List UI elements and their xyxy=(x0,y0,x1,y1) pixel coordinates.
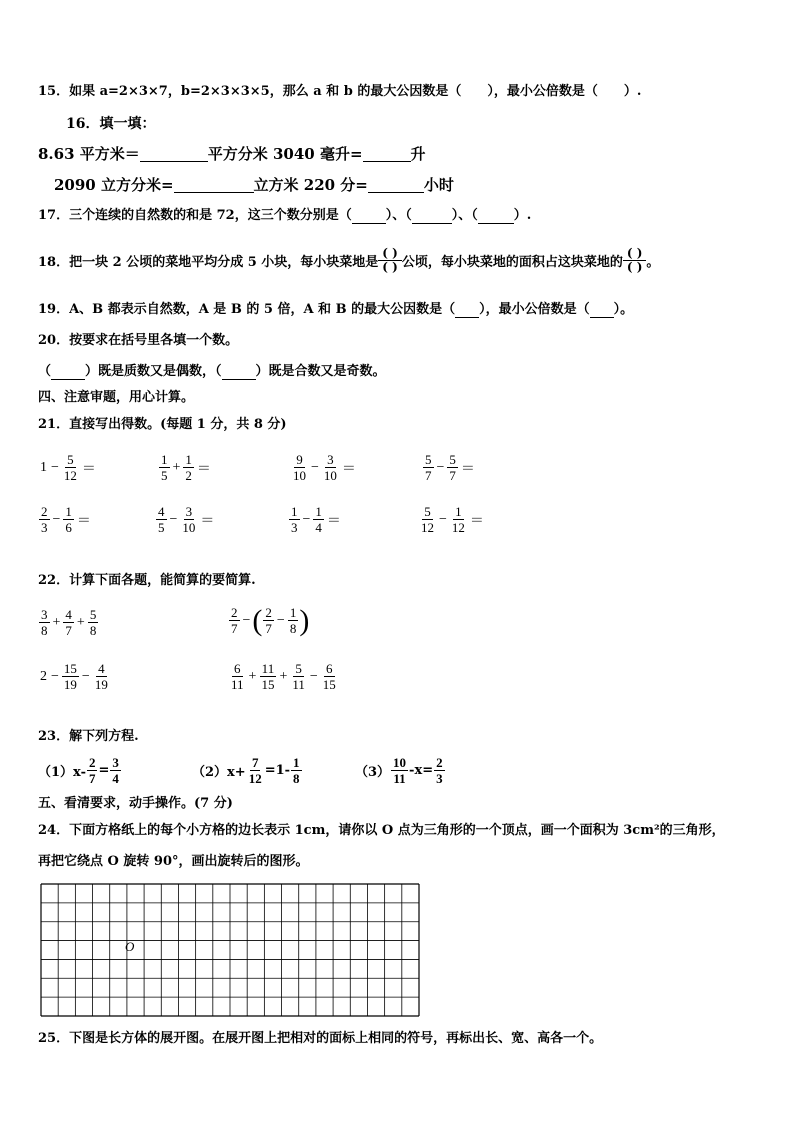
q18-blank-fraction-2[interactable]: ( ) ( ) xyxy=(623,247,647,274)
numerator: 3 xyxy=(327,452,334,467)
fraction xyxy=(63,504,74,535)
q18-text-a: 18．把一块 2 公顷的菜地平均分成 5 小块，每小块菜地是 xyxy=(38,254,379,270)
q16-line1 xyxy=(38,146,426,162)
denominator: 12 xyxy=(248,771,262,786)
q22-expression-2 xyxy=(228,605,309,636)
q17 xyxy=(38,208,531,224)
numerator: 7 xyxy=(251,755,259,770)
fraction xyxy=(93,661,110,692)
minus-sign: − xyxy=(276,612,285,628)
plus-sign: + xyxy=(76,614,85,630)
plus-sign: + xyxy=(172,459,181,475)
equals-sign: = xyxy=(98,763,110,778)
q24-line-2: 再把它绕点 O 旋转 90°，画出旋转后的图形。 xyxy=(38,854,309,869)
fraction xyxy=(159,452,170,483)
q21-item-2 xyxy=(158,452,213,483)
answer-blank[interactable] xyxy=(352,209,386,224)
equation-label: （3） xyxy=(355,765,391,780)
answer-blank[interactable] xyxy=(412,209,452,224)
q18 xyxy=(38,240,659,280)
equals-sign: ＝ xyxy=(341,461,356,477)
numerator: 2 xyxy=(231,605,238,620)
denominator: 11 xyxy=(393,771,406,786)
denominator: 10 xyxy=(293,468,306,483)
q23-equation-2 xyxy=(192,755,303,786)
point-o-label: O xyxy=(125,939,135,954)
fraction xyxy=(291,755,302,786)
denominator: 10 xyxy=(182,520,196,535)
denominator: 15 xyxy=(261,677,275,692)
fraction xyxy=(88,607,99,638)
section-4-heading: 四、注意审题，用心计算。 xyxy=(38,390,195,405)
q18-blank-fraction-1[interactable]: ( ) ( ) xyxy=(378,247,402,274)
numerator: 5 xyxy=(295,661,302,676)
equals-sign: ＝ xyxy=(200,513,215,529)
denominator: 12 xyxy=(451,520,465,535)
minus-sign: − xyxy=(439,511,447,527)
fraction xyxy=(321,661,338,692)
q19-end: ）。 xyxy=(613,302,634,317)
numerator: 3 xyxy=(41,607,48,622)
q21-item-7 xyxy=(288,504,343,535)
denominator: 5 xyxy=(158,520,165,535)
denominator: 12 xyxy=(63,468,77,483)
denominator: 3 xyxy=(291,520,298,535)
numerator: 1 xyxy=(161,452,168,467)
fraction xyxy=(62,452,79,483)
denominator: 19 xyxy=(63,677,77,692)
denominator: 11 xyxy=(231,677,244,692)
denominator: 8 xyxy=(289,621,297,636)
denominator: 2 xyxy=(185,468,192,483)
equals-sign: ＝ xyxy=(460,461,475,477)
q16-line1-a: 8.63 平方米＝ xyxy=(38,145,140,163)
q17-end: ）. xyxy=(513,208,532,223)
equals-one-minus: =1- xyxy=(264,763,291,778)
plus-sign: + xyxy=(279,668,288,684)
numerator: 2 xyxy=(88,755,96,770)
equation-label: （1）x- xyxy=(38,765,86,780)
q16-line2-a: 2090 立方分米= xyxy=(54,176,174,194)
q21-item-3 xyxy=(290,452,358,483)
equation-label: （2）x+ xyxy=(192,765,246,780)
grid-paper[interactable] xyxy=(40,883,421,1022)
q25-text: 25．下图是长方体的展开图。在展开图上把相对的面标上相同的符号，再标出长、宽、高各一个。 xyxy=(38,1031,603,1046)
number-one: 1 xyxy=(40,459,47,475)
fraction xyxy=(450,504,467,535)
q21-title: 21．直接写出得数。(每题 1 分，共 8 分) xyxy=(38,417,287,432)
fraction xyxy=(229,661,246,692)
q24-line-1: 24．下面方格纸上的每个小方格的边长表示 1cm，请你以 O 点为三角形的一个顶点，画一个面积为 3cm²的三角形， xyxy=(38,823,725,838)
fraction xyxy=(288,605,299,636)
q21-item-5 xyxy=(38,504,93,535)
numerator: 4 xyxy=(158,504,165,519)
fraction xyxy=(180,504,197,535)
denominator: 15 xyxy=(322,677,336,692)
numerator: 4 xyxy=(65,607,72,622)
section-5-heading: 五、看清要求，动手操作。(7 分) xyxy=(38,796,233,811)
numerator: 5 xyxy=(424,504,431,519)
equals-sign: ＝ xyxy=(76,513,91,529)
minus-sign: − xyxy=(169,511,178,527)
fraction xyxy=(110,755,121,786)
numerator: 1 xyxy=(291,504,298,519)
minus-x-equals: -x= xyxy=(409,763,434,778)
numerator: 2 xyxy=(436,755,443,770)
fraction xyxy=(263,605,274,636)
numerator: 4 xyxy=(98,661,105,676)
q21-item-6 xyxy=(155,504,216,535)
number-two: 2 xyxy=(40,668,47,684)
denominator: 7 xyxy=(425,468,432,483)
minus-sign: − xyxy=(51,459,59,475)
q23-title: 23．解下列方程. xyxy=(38,729,139,744)
answer-blank[interactable] xyxy=(51,365,85,380)
plus-sign: + xyxy=(248,668,257,684)
fraction xyxy=(313,504,324,535)
q22-expression-1 xyxy=(38,607,99,638)
numerator: 15 xyxy=(63,661,77,676)
fraction xyxy=(87,755,98,786)
numerator: 1 xyxy=(315,504,322,519)
q16-line1-b: 平方分米 3040 毫升= xyxy=(207,145,363,163)
fraction xyxy=(419,504,436,535)
minus-sign: − xyxy=(242,612,251,628)
equals-sign: ＝ xyxy=(196,461,211,477)
denominator: 10 xyxy=(323,468,337,483)
q18-text-b: 公顷，每小块菜地的面积占这块菜地的 xyxy=(401,254,623,270)
denominator: 7 xyxy=(65,623,72,638)
numerator: 2 xyxy=(265,605,272,620)
denominator: 7 xyxy=(231,621,238,636)
q16-line2-b: 立方米 220 分= xyxy=(253,176,368,194)
minus-sign: − xyxy=(311,459,319,475)
equals-sign: ＝ xyxy=(469,513,484,529)
plus-sign: + xyxy=(52,614,61,630)
denominator: 4 xyxy=(112,771,119,786)
fraction xyxy=(63,607,74,638)
q23-equation-1 xyxy=(38,755,122,786)
numerator: 1 xyxy=(289,605,297,620)
answer-blank[interactable] xyxy=(455,303,479,318)
denominator: 12 xyxy=(421,520,434,535)
minus-sign: − xyxy=(51,668,59,684)
q17-sep2: ）、（ xyxy=(451,208,478,223)
answer-blank[interactable] xyxy=(140,147,208,162)
numerator: 1 xyxy=(455,504,462,519)
answer-blank[interactable] xyxy=(363,147,411,162)
fraction xyxy=(291,452,308,483)
numerator: 2 xyxy=(41,504,48,519)
q20-text-b: ）既是质数又是偶数，（ xyxy=(85,364,222,379)
q20-title: 20．按要求在括号里各填一个数。 xyxy=(38,333,239,348)
answer-blank[interactable] xyxy=(368,178,424,193)
numerator: 1 xyxy=(293,755,300,770)
grid-svg[interactable] xyxy=(40,883,421,1018)
numerator: 11 xyxy=(261,661,275,676)
numerator: 10 xyxy=(393,755,407,770)
q16-line1-c: 升 xyxy=(410,145,426,163)
numerator: 5 xyxy=(425,452,432,467)
denominator: 7 xyxy=(449,468,456,483)
denominator: 11 xyxy=(292,677,305,692)
q21-item-8 xyxy=(418,504,486,535)
left-paren: ( xyxy=(252,603,263,637)
numerator: 9 xyxy=(296,452,303,467)
q18-text-c: 。 xyxy=(646,254,660,270)
fraction xyxy=(259,661,276,692)
q19-text: 19．A、B 都表示自然数，A 是 B 的 5 倍，A 和 B 的最大公因数是（ xyxy=(38,302,456,317)
denominator: 8 xyxy=(41,623,48,638)
q20-body xyxy=(38,364,386,380)
answer-blank[interactable] xyxy=(174,178,254,193)
fraction xyxy=(391,755,408,786)
q19-mid: ），最小公倍数是（ xyxy=(479,302,590,317)
numerator: 6 xyxy=(234,661,241,676)
q20-text-c: ）既是合数又是奇数。 xyxy=(255,364,386,379)
numerator: 1 xyxy=(185,452,192,467)
numerator: 3 xyxy=(112,755,119,770)
q15-text: 15．如果 a=2×3×7，b=2×3×3×5，那么 a 和 b 的最大公因数是（ ），最小公倍数是（ ）. xyxy=(38,84,642,99)
q17-sep1: ）、（ xyxy=(385,208,412,223)
q22-expression-4 xyxy=(228,661,339,692)
fraction xyxy=(39,607,50,638)
answer-blank[interactable] xyxy=(222,365,256,380)
q16-title: 16．填一填： xyxy=(66,116,156,132)
numerator: 6 xyxy=(326,661,333,676)
minus-sign: − xyxy=(81,668,90,684)
numerator: 3 xyxy=(185,504,193,519)
q20-text-a: （ xyxy=(38,364,52,379)
numerator: 5 xyxy=(67,452,74,467)
q19 xyxy=(38,302,633,318)
denominator: 4 xyxy=(315,520,322,535)
denominator: 5 xyxy=(161,468,168,483)
minus-sign: − xyxy=(436,459,445,475)
numerator: 5 xyxy=(449,452,456,467)
q21-item-4 xyxy=(422,452,477,483)
fraction xyxy=(289,504,300,535)
q16-line2-c: 小时 xyxy=(423,176,454,194)
numerator: 1 xyxy=(65,504,72,519)
q16-line2 xyxy=(54,177,454,193)
minus-sign: − xyxy=(302,511,311,527)
q22-title: 22．计算下面各题，能简算的要简算. xyxy=(38,573,256,588)
fraction xyxy=(290,661,307,692)
fraction xyxy=(183,452,194,483)
answer-blank[interactable] xyxy=(590,303,614,318)
denominator: 19 xyxy=(94,677,108,692)
fraction xyxy=(39,504,50,535)
fraction xyxy=(423,452,434,483)
fraction xyxy=(229,605,240,636)
denominator: 7 xyxy=(88,771,96,786)
denominator: 8 xyxy=(89,623,97,638)
q23-equation-3 xyxy=(355,755,446,786)
fraction xyxy=(322,452,339,483)
denominator: 6 xyxy=(65,520,72,535)
denominator: 3 xyxy=(436,771,443,786)
fraction xyxy=(62,661,79,692)
minus-sign: − xyxy=(52,511,61,527)
fraction xyxy=(156,504,167,535)
denominator: 8 xyxy=(293,771,300,786)
equals-sign: ＝ xyxy=(81,461,96,477)
denominator: 7 xyxy=(265,621,272,636)
fraction xyxy=(434,755,445,786)
fraction xyxy=(247,755,264,786)
right-paren: ) xyxy=(299,603,310,637)
numerator: 5 xyxy=(89,607,97,622)
minus-sign: − xyxy=(309,668,318,684)
q21-item-1 xyxy=(38,452,98,483)
fraction xyxy=(447,452,458,483)
answer-blank[interactable] xyxy=(478,209,514,224)
denominator: 3 xyxy=(41,520,48,535)
q17-text: 17．三个连续的自然数的和是 72，这三个数分别是（ xyxy=(38,208,352,223)
q22-expression-3 xyxy=(38,661,111,692)
equals-sign: ＝ xyxy=(326,513,341,529)
